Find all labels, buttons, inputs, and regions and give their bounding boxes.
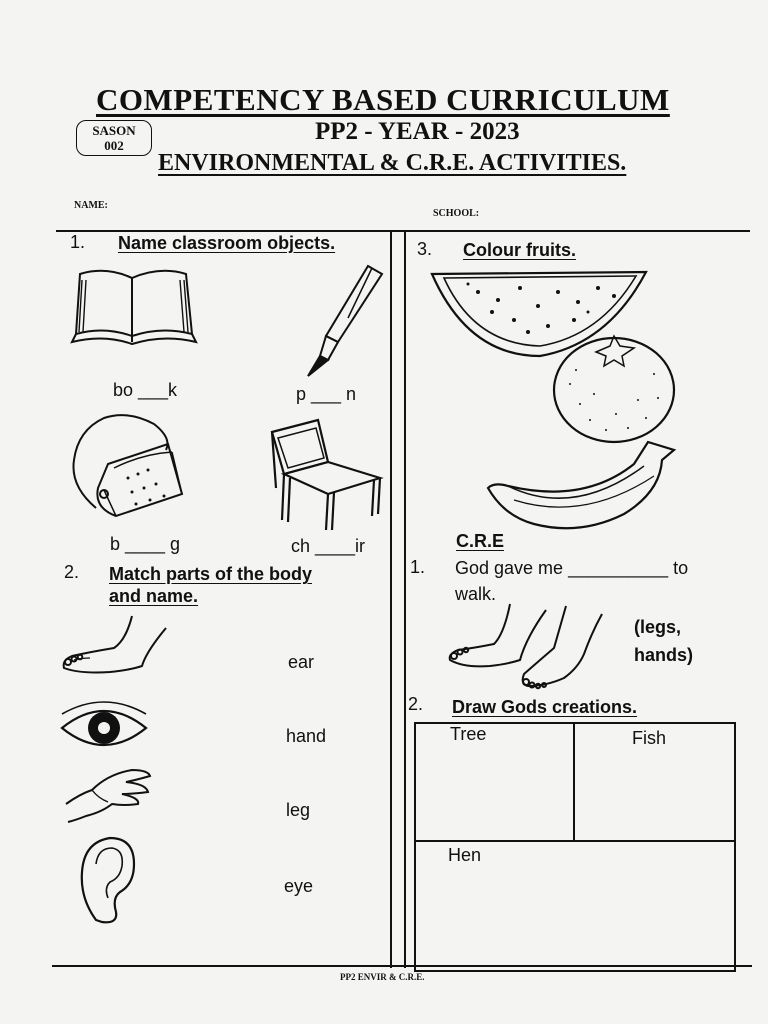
column-divider-left bbox=[390, 232, 392, 968]
cre-q2-number: 2. bbox=[408, 694, 424, 714]
chair-icon bbox=[266, 418, 384, 534]
chair-word: ch ____ir bbox=[291, 536, 366, 556]
book-icon bbox=[70, 262, 198, 346]
draw-cell-hen[interactable] bbox=[416, 843, 734, 969]
cell-label-tree: Tree bbox=[450, 724, 487, 744]
draw-cell-fish[interactable] bbox=[576, 724, 734, 840]
section2-title-line1: Match parts of the body bbox=[109, 564, 313, 584]
section3-number: 3. bbox=[417, 239, 433, 259]
section1-title: Name classroom objects. bbox=[118, 233, 336, 253]
cre-q2-title: Draw Gods creations. bbox=[452, 697, 638, 717]
bag-icon bbox=[68, 408, 190, 520]
section2-number: 2. bbox=[64, 562, 80, 582]
feet-icon bbox=[446, 598, 606, 690]
section2-title-line2: and name. bbox=[109, 586, 199, 606]
grid-divider-vertical bbox=[573, 722, 575, 842]
series-badge bbox=[76, 120, 152, 156]
badge-line-1: SASON bbox=[92, 123, 136, 138]
cre-q1-text: God gave me __________ to bbox=[455, 558, 689, 578]
match-word-leg: leg bbox=[286, 800, 311, 820]
school-label: SCHOOL: bbox=[433, 208, 480, 219]
orange-icon bbox=[550, 334, 678, 446]
cre-choices-line2: hands) bbox=[634, 645, 694, 665]
subject-subtitle: ENVIRONMENTAL & C.R.E. ACTIVITIES. bbox=[158, 150, 627, 176]
ear-icon bbox=[76, 834, 140, 926]
header-divider bbox=[56, 230, 750, 232]
cell-label-hen: Hen bbox=[448, 845, 482, 865]
cre-q1-text-2: walk. bbox=[455, 584, 497, 604]
draw-cell-tree[interactable] bbox=[416, 724, 572, 840]
pen-icon bbox=[302, 260, 388, 378]
section3-title: Colour fruits. bbox=[463, 240, 576, 260]
match-word-hand: hand bbox=[286, 726, 327, 746]
foot-icon bbox=[60, 612, 172, 678]
name-label: NAME: bbox=[74, 200, 108, 211]
section1-number: 1. bbox=[70, 232, 86, 252]
book-word: bo ___k bbox=[113, 380, 178, 400]
page-title: COMPETENCY BASED CURRICULUM bbox=[96, 82, 670, 117]
footer-text: PP2 ENVIR & C.R.E. bbox=[340, 972, 425, 982]
bag-word: b ____ g bbox=[110, 534, 181, 554]
cell-label-fish: Fish bbox=[632, 728, 667, 748]
column-divider-right bbox=[404, 232, 406, 968]
match-word-eye: eye bbox=[284, 876, 314, 896]
grid-divider-horizontal bbox=[414, 840, 736, 842]
banana-icon bbox=[484, 436, 678, 534]
grade-year-subtitle: PP2 - YEAR - 2023 bbox=[315, 118, 520, 145]
pen-word: p ___ n bbox=[296, 384, 357, 404]
hand-icon bbox=[62, 764, 154, 824]
cre-heading: C.R.E bbox=[456, 531, 505, 551]
match-word-ear: ear bbox=[288, 652, 315, 672]
eye-icon bbox=[58, 700, 152, 756]
cre-q1-number: 1. bbox=[410, 557, 426, 577]
badge-line-2: 002 bbox=[104, 138, 124, 153]
cre-choices-line1: (legs, bbox=[634, 617, 682, 637]
